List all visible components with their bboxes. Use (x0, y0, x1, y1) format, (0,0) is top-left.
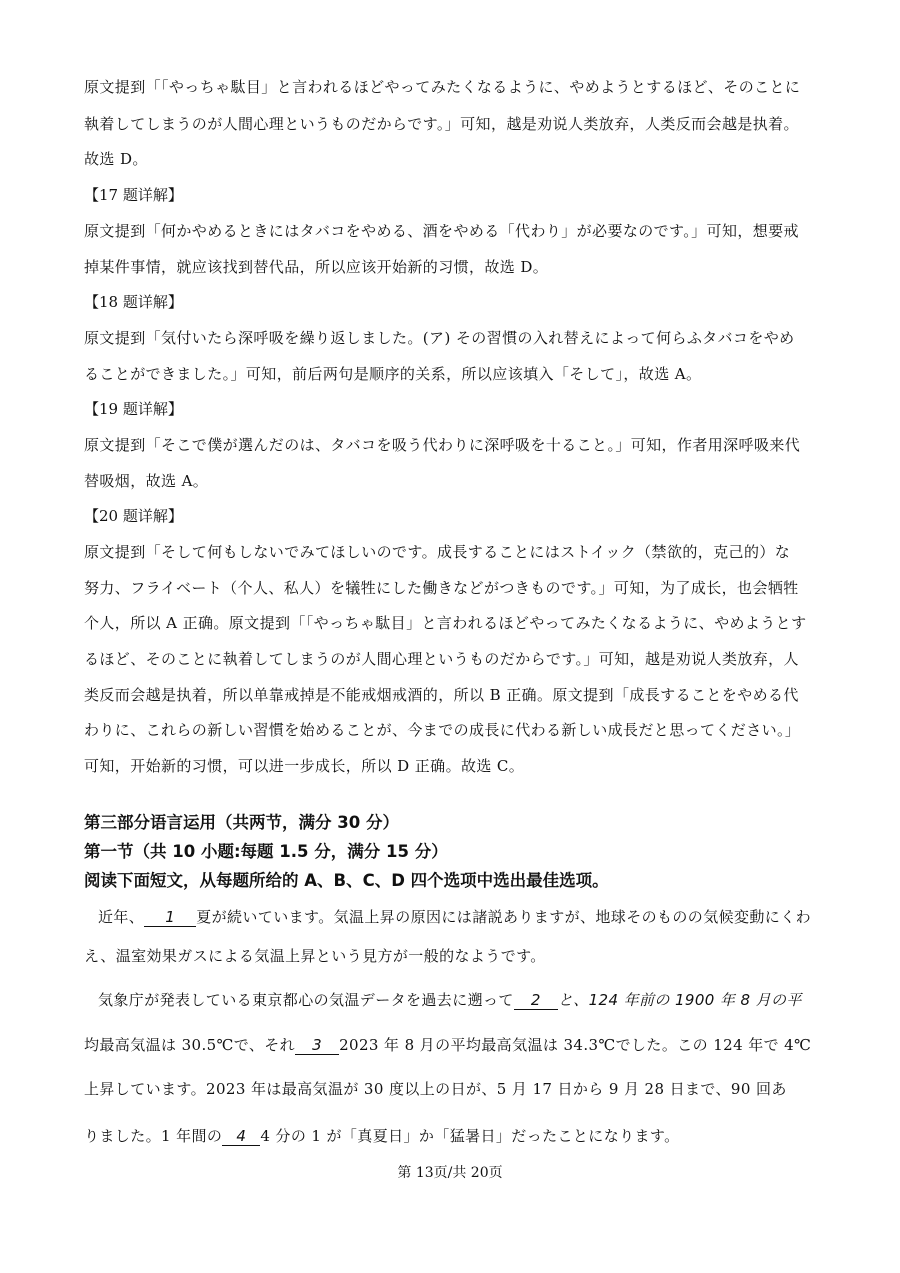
blank-2: 2 (514, 991, 558, 1010)
passage-line-3: 気象庁が発表している東京都心の気温データを過去に遡って 2 と、124 年前の 1900 年 8 月の平 (98, 991, 802, 1009)
instruction: 阅读下面短文，从每题所给的 A、B、C、D 四个选项中选出最佳选项。 (84, 871, 609, 890)
q18-line-2: ることができました。」可知，前后两句是顺序的关系，所以应该填入「そして」，故选 A。 (84, 365, 702, 383)
passage-line-6: りました。1 年間の 4 4 分の 1 が「真夏日」か「猛暑日」だったことになります。 (84, 1127, 680, 1145)
q20-line-7: 可知，开始新的习惯，可以进一步成长，所以 D 正确。故选 C。 (84, 757, 525, 775)
q19-line-1: 原文提到「そこで僕が選んだのは、タバコを吸う代わりに深呼吸を十ること。」可知，作者用深呼吸来代 (84, 436, 801, 454)
page-footer: 第 13页/共 20页 (397, 1165, 503, 1181)
passage-line-2: え、温室効果ガスによる気温上昇という見方が一般的なようです。 (84, 947, 546, 965)
q18-heading: 【18 题详解】 (84, 293, 183, 311)
section-title: 第三部分语言运用（共两节，满分 30 分） (84, 813, 399, 832)
q20-line-1: 原文提到「そして何もしないでみてほしいのです。成長することにはストイック（禁欲的，克己的）な (84, 543, 791, 561)
passage-line-5: 上昇しています。2023 年は最高気温が 30 度以上の日が、5 月 17 日から 9 月 28 日まで、90 回あ (84, 1080, 787, 1098)
passage-line-4: 均最高気温は 30.5℃で、それ 3 2023 年 8 月の平均最高気温は 34.3℃でした。この 124 年で 4℃ (84, 1036, 812, 1054)
q20-line-5: 类反而会越是执着，所以单靠戒掉是不能戒烟戒酒的，所以 B 正确。原文提到「成長することをやめる代 (84, 686, 799, 704)
q18-line-1: 原文提到「気付いたら深呼吸を繰り返しました。(ア) その習慣の入れ替えによって何らふタバコをやめ (84, 329, 795, 347)
q16-line-1: 原文提到「「やっちゃ駄目」と言われるほどやってみたくなるように、やめようとするほど、そのことに (84, 78, 801, 96)
q17-heading: 【17 题详解】 (84, 186, 183, 204)
passage-line-1: 近年、 1 夏が続いています。気温上昇の原因には諸説ありますが、地球そのものの気候変動にくわ (98, 908, 812, 926)
q20-line-6: わりに、これらの新しい習慣を始めることが、今までの成長に代わる新しい成長だと思ってください。」 (84, 721, 801, 739)
blank-4: 4 (222, 1127, 260, 1146)
blank-1: 1 (144, 908, 196, 927)
q20-line-3: 个人，所以 A 正确。原文提到「「やっちゃ駄目」と言われるほどやってみたくなるように、やめようとす (84, 614, 807, 632)
q20-line-4: るほど、そのことに執着してしまうのが人間心理というものだからです。」可知，越是劝说人类放弃，人 (84, 650, 799, 668)
q16-line-2: 執着してしまうのが人間心理というものだからです。」可知，越是劝说人类放弃，人类反而会越是执着。 (84, 115, 799, 133)
q17-line-2: 掉某件事情，就应该找到替代品，所以应该开始新的习惯，故选 D。 (84, 258, 549, 276)
q17-line-1: 原文提到「何かやめるときにはタバコをやめる、酒をやめる「代わり」が必要なのです。」可知，想要戒 (84, 222, 799, 240)
q19-heading: 【19 题详解】 (84, 400, 183, 418)
q19-line-2: 替吸烟，故选 A。 (84, 472, 209, 490)
q20-line-2: 努力、フライベート（个人、私人）を犠牲にした働きなどがつきものです。」可知，为了成长，也会牺牲 (84, 579, 799, 597)
q20-heading: 【20 题详解】 (84, 507, 183, 525)
blank-3: 3 (295, 1036, 339, 1055)
q16-line-3: 故选 D。 (84, 150, 148, 168)
subsection-title: 第一节（共 10 小题:每题 1.5 分，满分 15 分） (84, 842, 448, 861)
